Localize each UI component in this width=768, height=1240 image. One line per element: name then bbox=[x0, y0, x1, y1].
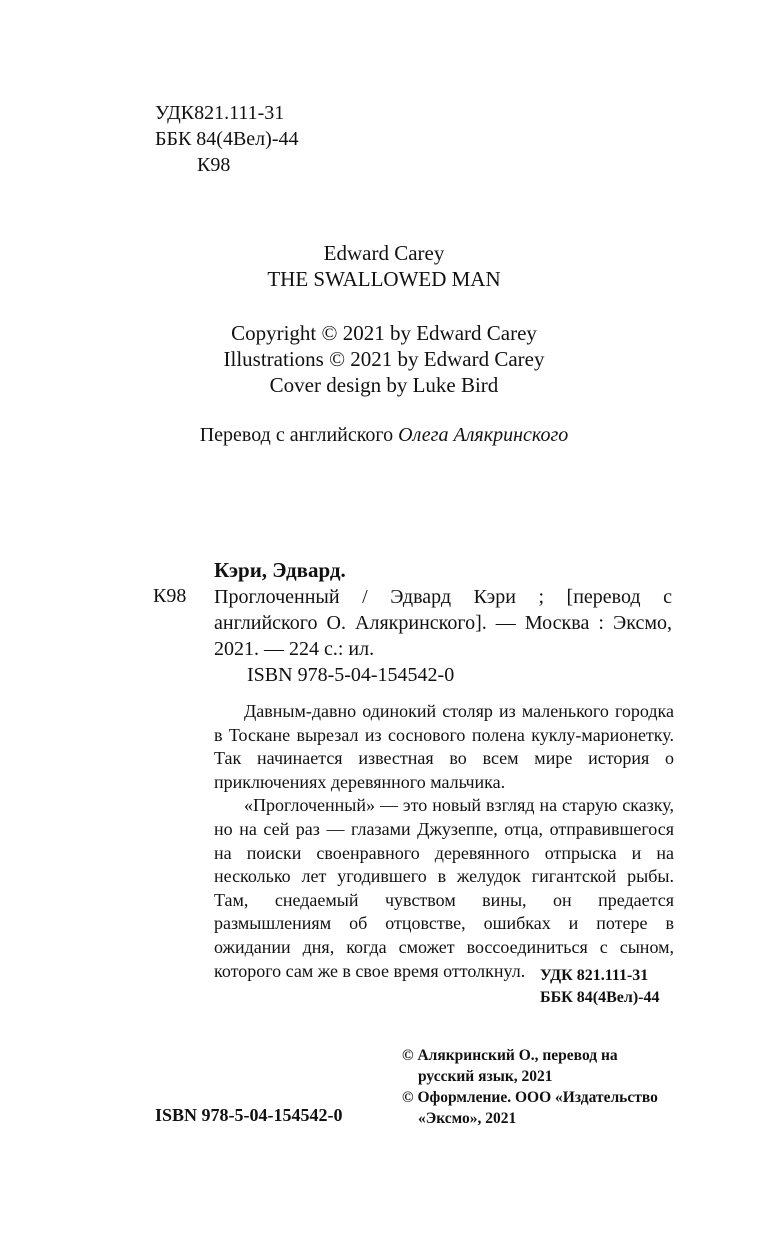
copyright-line: Copyright © 2021 by Edward Carey bbox=[231, 321, 537, 345]
bibliographic-author: Кэри, Эдвард. bbox=[214, 558, 346, 582]
bibliographic-isbn: ISBN 978-5-04-154542-0 bbox=[247, 664, 455, 686]
translation-prefix: Перевод с английского bbox=[199, 424, 399, 446]
annotation-paragraph: Давным-давно одинокий столяр из маленького городка в Тоскане вырезал из соснового полена куклу-марионетку. Так начинается известная во всем мире история о приключениях деревянного мальчика. bbox=[214, 701, 674, 792]
bbk-code: ББК 84(4Вел)-44 bbox=[155, 128, 299, 150]
udk-code: УДК821.111-31 bbox=[155, 102, 285, 124]
author-mark: К98 bbox=[197, 154, 231, 176]
design-copyright: © Оформление. ООО «Издательство «Эксмо», 2021 bbox=[402, 1089, 658, 1127]
translation-credit bbox=[0, 424, 768, 447]
original-title: THE SWALLOWED MAN bbox=[267, 267, 501, 291]
footer-isbn: ISBN 978-5-04-154542-0 bbox=[155, 1105, 343, 1125]
translation-copyright: © Алякринский О., перевод на русский язык, 2021 bbox=[402, 1047, 618, 1085]
bibliographic-description: Проглоченный / Эдвард Кэри ; [перевод с английского О. Алякринского]. — Москва : Эксмо, 2021. — 224 с.: ил. bbox=[214, 586, 672, 660]
annotation-paragraph: «Проглоченный» — это новый взгляд на старую сказку, но на сей раз — глазами Джузеппе, отца, отправившегося на поиски своенравного деревянного отпрыска и на несколько лет угодившего в желудок гигантской рыбы. Там, снедаемый чувством вины, он предается размышлениям об отцовстве, ошибках и потере в ожидании дня, когда сможет воссоединиться с сыном, которого сам же в свое время оттолкнул. bbox=[214, 795, 674, 981]
cover-design-line: Cover design by Luke Bird bbox=[269, 373, 499, 397]
translator-name: Олега Алякринского bbox=[398, 424, 569, 446]
classification-codes bbox=[155, 100, 299, 178]
annotation-codes bbox=[540, 965, 660, 1009]
copyright-block bbox=[0, 320, 768, 398]
annotation bbox=[214, 700, 674, 983]
annotation-bbk: ББК 84(4Вел)-44 bbox=[540, 989, 660, 1006]
bibliographic-author-mark: К98 bbox=[153, 585, 187, 607]
publisher-copyrights bbox=[402, 1045, 672, 1129]
original-title-block bbox=[0, 240, 768, 292]
illustrations-line: Illustrations © 2021 by Edward Carey bbox=[223, 347, 545, 371]
annotation-udk: УДК 821.111-31 bbox=[540, 967, 649, 984]
original-author: Edward Carey bbox=[323, 241, 445, 265]
